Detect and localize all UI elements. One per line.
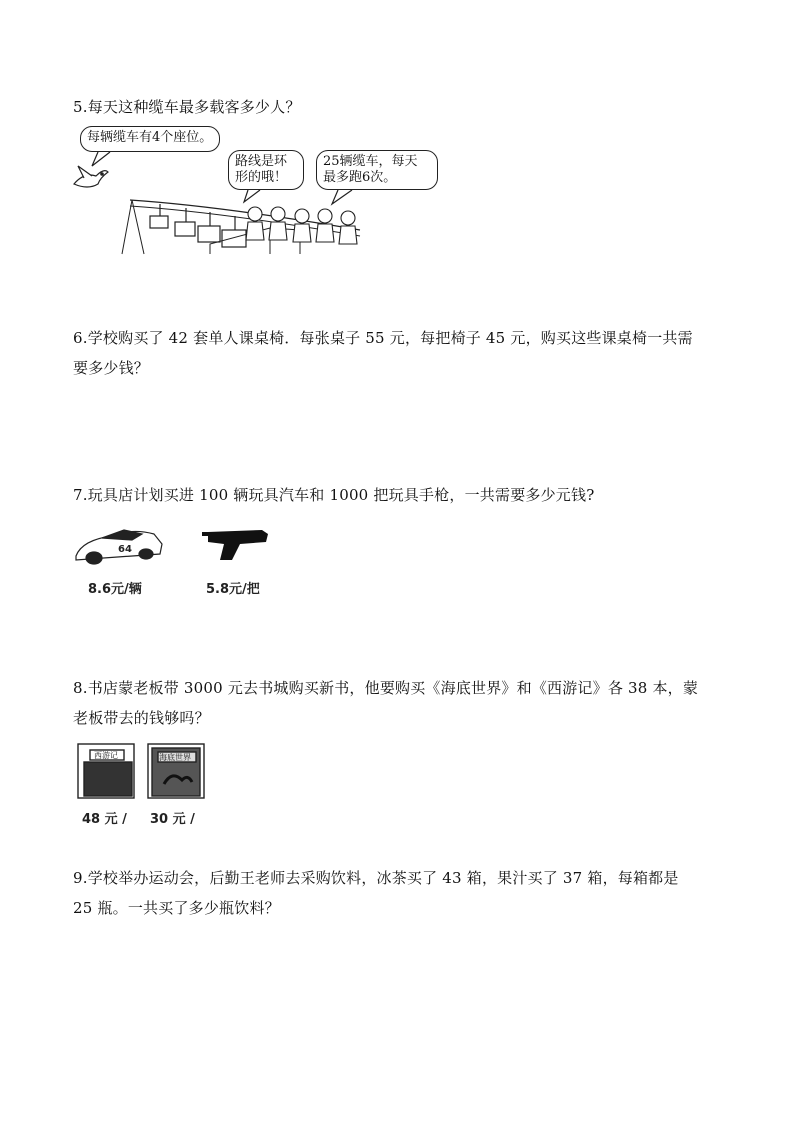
bubble-tail-kid-2 <box>332 190 352 204</box>
question-text: 每天这种缆车最多载客多少人？ <box>87 98 301 116</box>
car-decal: 64 <box>118 544 132 555</box>
toy-drawings <box>72 520 302 570</box>
bubble-text-line1: 路线是环 <box>235 154 288 169</box>
book-title: 海底世界 <box>159 753 191 762</box>
cable-line-2 <box>130 206 360 236</box>
toy-price-figure <box>72 520 302 600</box>
question-text-line1: 书店蒙老板带 3000 元去书城购买新书，他要购买《海底世界》和《西游记》各 38 本，蒙 <box>87 679 699 697</box>
question-number: 5. <box>73 98 88 116</box>
speech-bubble-bird <box>80 126 220 152</box>
question-number: 6. <box>73 329 88 347</box>
station <box>210 228 300 254</box>
speech-bubble-kid-1 <box>228 150 304 190</box>
question-text-line2: 老板带去的钱够吗？ <box>73 709 210 727</box>
cable-car-icon <box>150 204 246 247</box>
cable-line <box>130 200 360 230</box>
toy-car-icon <box>76 530 162 564</box>
bubble-text-line2: 最多跑6次。 <box>323 170 397 185</box>
bubble-text-line1: 25辆缆车，每天 <box>323 154 418 169</box>
bubble-text: 每辆缆车有4个座位。 <box>87 130 213 145</box>
car-price: 8.6元/辆 <box>88 582 142 597</box>
bubble-text-line2: 形的哦！ <box>235 170 288 185</box>
bird-icon <box>74 166 108 187</box>
book-drawings <box>74 740 224 802</box>
question-7 <box>73 480 594 510</box>
question-9 <box>73 863 679 923</box>
book-price-xiyouji: 48 元 / <box>82 812 127 827</box>
book-price-figure <box>74 740 224 828</box>
book-price-haidi-shijie: 30 元 / <box>150 812 195 827</box>
children-icon <box>246 207 357 244</box>
book-icon-haidi-shijie <box>148 744 204 798</box>
question-5 <box>73 92 301 122</box>
question-text-line1: 学校举办运动会，后勤王老师去采购饮料，冰茶买了 43 箱，果汁买了 37 箱，每箱都是 <box>87 869 679 887</box>
bubble-tail-bird <box>92 152 110 166</box>
question-text-line1: 学校购买了 42 套单人课桌椅．每张桌子 55 元，每把椅子 45 元，购买这些课桌椅一共需 <box>87 329 693 347</box>
question-text-line2: 要多少钱？ <box>73 359 150 377</box>
tower <box>122 200 144 254</box>
gun-price: 5.8元/把 <box>206 582 260 597</box>
question-number: 7. <box>73 486 88 504</box>
question-number: 8. <box>73 679 88 697</box>
question-6 <box>73 323 693 383</box>
book-icon-xiyouji <box>78 744 134 798</box>
question-number: 9. <box>73 869 88 887</box>
toy-gun-icon <box>202 530 268 560</box>
question-text: 玩具店计划买进 100 辆玩具汽车和 1000 把玩具手枪，一共需要多少元钱? <box>87 486 595 504</box>
question-8 <box>73 673 698 733</box>
book-title: 西游记 <box>94 751 118 760</box>
cable-car-illustration <box>70 122 450 257</box>
question-text-line2: 25 瓶。一共买了多少瓶饮料？ <box>73 899 280 917</box>
speech-bubble-kid-2 <box>316 150 438 190</box>
bubble-tail-kid-1 <box>244 190 260 202</box>
